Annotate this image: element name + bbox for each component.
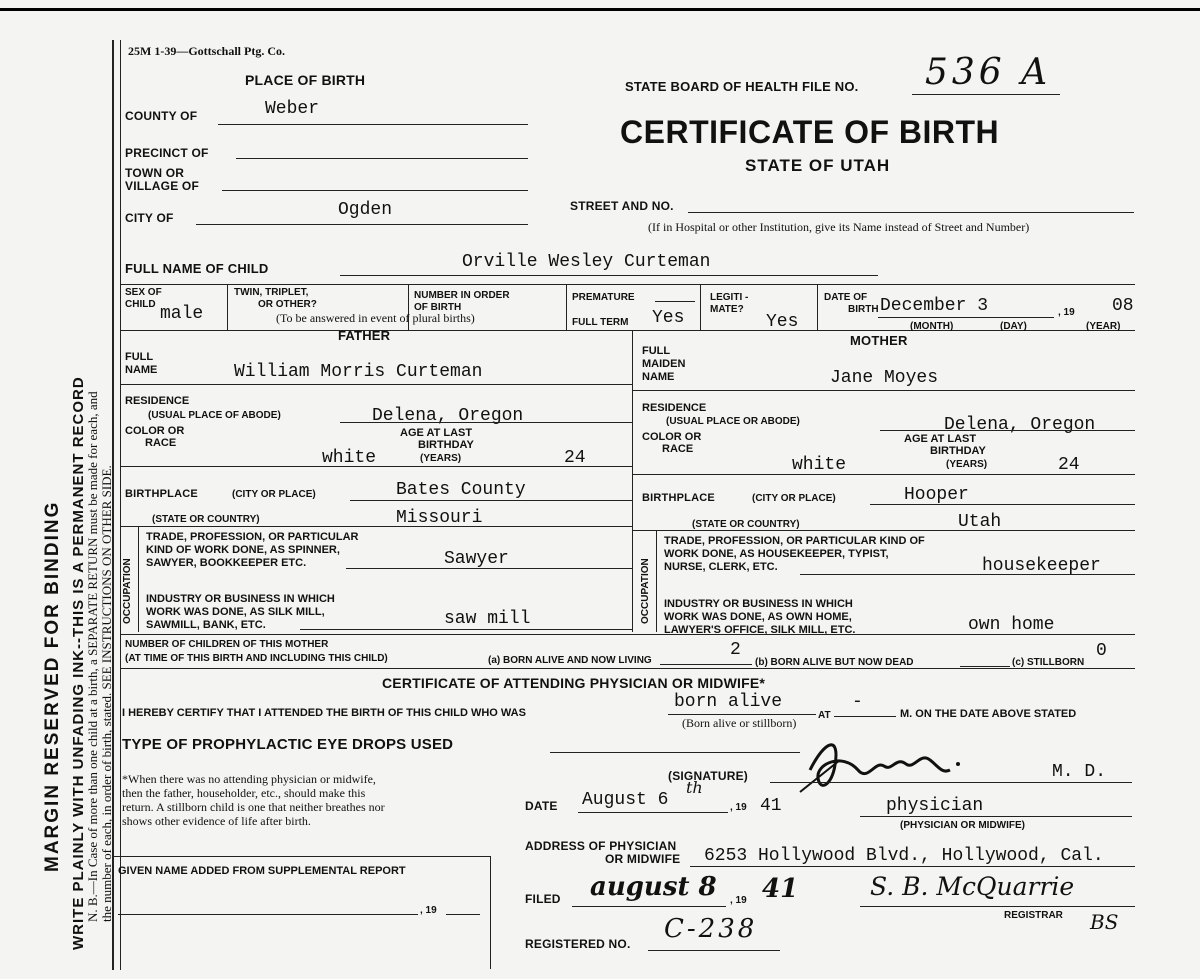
form-left-border <box>120 40 121 970</box>
dob-line <box>878 317 1054 318</box>
city-label: CITY OF <box>125 211 174 225</box>
father-occupation-divider <box>138 526 139 632</box>
mother-years-label: (YEARS) <box>946 459 988 470</box>
father-industry-label-1: INDUSTRY OR BUSINESS IN WHICH <box>146 593 335 605</box>
at-line <box>834 716 896 717</box>
children-a-line <box>660 664 752 665</box>
father-residence-value: Delena, Oregon <box>372 406 524 426</box>
signature-line <box>770 782 1132 783</box>
top-edge <box>0 8 1200 11</box>
mother-race-label: RACE <box>662 443 694 455</box>
county-line <box>218 124 528 125</box>
twin-label-2: OR OTHER? <box>258 299 317 310</box>
dob-year-value: 08 <box>1112 296 1134 316</box>
mother-occupation-label: OCCUPATION <box>640 558 651 624</box>
father-birthplace-value: Bates County <box>396 480 526 500</box>
mother-color-label: COLOR OR <box>642 431 702 443</box>
mother-race-value: white <box>792 455 847 475</box>
mother-trade-value: housekeeper <box>982 556 1101 576</box>
sex-label-2: CHILD <box>125 299 156 310</box>
dob-label-1: DATE OF <box>824 292 868 303</box>
sex-label-1: SEX OF <box>125 287 162 298</box>
sex-value: male <box>160 304 204 324</box>
child-name-value: Orville Wesley Curteman <box>462 252 711 272</box>
mother-heading: MOTHER <box>850 333 908 348</box>
birth-status-value: born alive <box>674 692 783 712</box>
mother-age-value: 24 <box>1058 455 1080 475</box>
precinct-line <box>236 158 528 159</box>
father-state-label: (STATE OR COUNTRY) <box>152 514 260 525</box>
margin-nb-line2: the number of each, in order of birth, stated. SEE INSTRUCTIONS ON OTHER SIDE. <box>99 465 114 922</box>
father-industry-line <box>300 629 632 630</box>
filed-year-value: 41 <box>762 874 799 904</box>
date-label: DATE <box>525 799 558 813</box>
month-label: (MONTH) <box>910 321 954 332</box>
file-no-line <box>912 94 1060 95</box>
supplemental-year-line <box>446 914 480 915</box>
footnote-line-4: shows other evidence of life after birth. <box>122 814 311 828</box>
father-name-label: NAME <box>125 364 158 376</box>
mother-age-label-2: BIRTHDAY <box>930 445 986 457</box>
physician-heading: CERTIFICATE OF ATTENDING PHYSICIAN OR MIDWIFE* <box>382 675 766 691</box>
mother-occupation-divider <box>656 530 657 632</box>
father-state-value: Missouri <box>396 508 483 528</box>
file-no-value: 536 A <box>925 52 1052 93</box>
father-full-label: FULL <box>125 351 154 363</box>
filed-date-value: august 8 <box>590 872 717 902</box>
filed-label: FILED <box>525 892 561 906</box>
children-c-value: 0 <box>1096 641 1107 661</box>
mother-birthplace-label: BIRTHPLACE <box>642 492 715 504</box>
children-c-label: (c) STILLBORN <box>1012 657 1085 668</box>
margin-nb-line1: N. B.—In Case of more than one child at a birth, a SEPARATE RETURN must be made for each, and <box>85 391 100 922</box>
eye-drops-label: TYPE OF PROPHYLACTIC EYE DROPS USED <box>122 736 454 753</box>
father-city-place-label: (CITY OR PLACE) <box>232 489 316 500</box>
father-industry-label-3: SAWMILL, BANK, ETC. <box>146 619 266 631</box>
father-heading: FATHER <box>338 328 391 343</box>
father-state-line <box>120 526 632 527</box>
father-trade-label-1: TRADE, PROFESSION, OR PARTICULAR <box>146 531 359 543</box>
mother-name-line <box>632 390 1135 391</box>
registered-no-label: REGISTERED NO. <box>525 937 631 951</box>
mother-state-line <box>632 530 1135 531</box>
physician-title-line <box>860 816 1132 817</box>
town-label: TOWN OR <box>125 166 185 180</box>
child-row-top <box>120 284 1135 285</box>
child-divider-4 <box>700 284 701 330</box>
certificate-title: CERTIFICATE OF BIRTH <box>620 114 1000 150</box>
plural-note: (To be answered in event of plural births) <box>276 311 475 325</box>
premature-line <box>655 301 695 302</box>
dob-month-day-value: December 3 <box>880 296 989 316</box>
father-race-value: white <box>322 448 377 468</box>
mother-trade-label-1: TRADE, PROFESSION, OR PARTICULAR KIND OF <box>664 535 925 547</box>
father-industry-label-2: WORK WAS DONE, AS SILK MILL, <box>146 606 325 618</box>
street-note: (If in Hospital or other Institution, give its Name instead of Street and Number) <box>648 220 1030 234</box>
father-trade-value: Sawyer <box>444 549 509 569</box>
place-of-birth-heading: PLACE OF BIRTH <box>245 72 366 88</box>
legitimate-value: Yes <box>766 312 799 332</box>
date-value: August 6 <box>582 790 669 810</box>
street-line <box>688 212 1134 213</box>
date-year-value: 41 <box>760 796 782 816</box>
mother-trade-label-3: NURSE, CLERK, ETC. <box>664 561 778 573</box>
father-occupation-label: OCCUPATION <box>122 558 133 624</box>
mother-city-place-label: (CITY OR PLACE) <box>752 493 836 504</box>
mother-color-line <box>632 474 1135 475</box>
village-line <box>222 190 528 191</box>
city-line <box>196 224 528 225</box>
father-birthplace-line <box>350 500 632 501</box>
at-label: AT <box>818 710 831 721</box>
father-trade-line <box>346 568 632 569</box>
file-no-label: STATE BOARD OF HEALTH FILE NO. <box>625 79 859 94</box>
father-age-value: 24 <box>564 448 586 468</box>
physician-title-value: physician <box>886 796 984 816</box>
mother-residence-label: RESIDENCE <box>642 402 707 414</box>
full-term-value: Yes <box>652 308 685 328</box>
margin-binding-text: MARGIN RESERVED FOR BINDING <box>42 500 63 872</box>
printer-imprint: 25M 1-39—Gottschall Ptg. Co. <box>128 44 285 58</box>
mother-full-label: FULL <box>642 345 671 357</box>
registered-no-line <box>648 950 780 951</box>
city-value: Ogden <box>338 200 393 220</box>
certify-text: I HEREBY CERTIFY THAT I ATTENDED THE BIRTH OF THIS CHILD WHO WAS <box>122 707 526 719</box>
legit-label-2: MATE? <box>710 304 744 315</box>
mother-industry-label-2: WORK WAS DONE, AS OWN HOME, <box>664 611 852 623</box>
order-label-1: NUMBER IN ORDER <box>414 290 510 301</box>
father-age-label-2: BIRTHDAY <box>418 439 474 451</box>
physician-title-note: (PHYSICIAN OR MIDWIFE) <box>900 820 1025 831</box>
registrar-line <box>860 906 1135 907</box>
address-label-2: OR MIDWIFE <box>605 852 681 866</box>
address-label-1: ADDRESS OF PHYSICIAN <box>525 839 677 853</box>
date-year-prefix: , 19 <box>730 802 747 813</box>
mother-name-label: NAME <box>642 371 675 383</box>
footnote-line-1: *When there was no attending physician or midwife, <box>122 772 376 786</box>
father-trade-label-2: KIND OF WORK DONE, AS SPINNER, <box>146 544 340 556</box>
mother-maiden-label: MAIDEN <box>642 358 686 370</box>
mother-abode-label: (USUAL PLACE OR ABODE) <box>666 416 800 427</box>
year-label: (YEAR) <box>1086 321 1121 332</box>
date-line <box>578 812 728 813</box>
father-trade-label-3: SAWYER, BOOKKEEPER ETC. <box>146 557 307 569</box>
father-color-label: COLOR OR <box>125 425 185 437</box>
order-label-2: OF BIRTH <box>414 302 462 313</box>
address-value: 6253 Hollywood Blvd., Hollywood, Cal. <box>704 846 1104 866</box>
mother-industry-label-1: INDUSTRY OR BUSINESS IN WHICH <box>664 598 853 610</box>
physician-signature <box>780 730 960 800</box>
child-name-label: FULL NAME OF CHILD <box>125 261 269 276</box>
mother-industry-label-3: LAWYER'S OFFICE, SILK MILL, ETC. <box>664 624 856 636</box>
father-age-label-1: AGE AT LAST <box>400 427 473 439</box>
birth-status-line <box>668 714 816 715</box>
registrar-signature: S. B. McQuarrie <box>870 872 1075 901</box>
mother-residence-value: Delena, Oregon <box>944 415 1096 435</box>
father-industry-value: saw mill <box>444 609 531 629</box>
address-line <box>690 866 1135 867</box>
registrar-label: REGISTRAR <box>1004 910 1063 921</box>
street-label: STREET AND NO. <box>570 199 674 213</box>
village-label: VILLAGE OF <box>125 179 199 193</box>
premature-label: PREMATURE <box>572 292 635 303</box>
child-divider-5 <box>817 284 818 330</box>
full-term-label: FULL TERM <box>572 317 629 328</box>
children-b-label: (b) BORN ALIVE BUT NOW DEAD <box>755 657 914 668</box>
father-name-value: William Morris Curteman <box>234 362 483 382</box>
precinct-label: PRECINCT OF <box>125 146 209 160</box>
county-value: Weber <box>265 99 320 119</box>
supplemental-year-prefix: , 19 <box>420 905 437 916</box>
birth-status-note: (Born alive or stillborn) <box>682 716 797 730</box>
mother-state-label: (STATE OR COUNTRY) <box>692 519 800 530</box>
dob-label-2: BIRTH <box>848 304 879 315</box>
mother-name-value: Jane Moyes <box>830 368 939 388</box>
children-b-line <box>960 666 1010 667</box>
parents-divider <box>632 330 633 632</box>
mother-industry-value: own home <box>968 615 1055 635</box>
child-name-line <box>340 275 878 276</box>
signature-label: (SIGNATURE) <box>668 769 748 783</box>
registrar-initials: BS <box>1090 910 1119 934</box>
county-label: COUNTY OF <box>125 109 198 123</box>
mother-age-label-1: AGE AT LAST <box>904 433 977 445</box>
footnote-line-3: return. A stillborn child is one that neither breathes nor <box>122 800 385 814</box>
father-birthplace-label: BIRTHPLACE <box>125 488 198 500</box>
children-a-label: (a) BORN ALIVE AND NOW LIVING <box>488 655 652 666</box>
mother-residence-line <box>880 430 1135 431</box>
children-row-top <box>120 634 1135 635</box>
registered-no-value: C-238 <box>664 914 758 944</box>
mother-trade-label-2: WORK DONE, AS HOUSEKEEPER, TYPIST, <box>664 548 889 560</box>
mother-birthplace-value: Hooper <box>904 485 969 505</box>
father-name-line <box>120 384 632 385</box>
father-residence-line <box>340 422 632 423</box>
children-a-value: 2 <box>730 640 741 660</box>
father-color-line <box>120 466 632 467</box>
mother-trade-line <box>800 574 1135 575</box>
father-residence-label: RESIDENCE <box>125 395 190 407</box>
supplemental-heading: GIVEN NAME ADDED FROM SUPPLEMENTAL REPORT <box>118 865 406 877</box>
footnote-line-2: then the father, householder, etc., should make this <box>122 786 366 800</box>
child-divider-3 <box>566 284 567 330</box>
child-divider-1 <box>227 284 228 330</box>
legit-label-1: LEGITI - <box>710 292 749 303</box>
at-value: - <box>852 692 863 712</box>
mother-birthplace-line <box>870 504 1135 505</box>
father-race-label: RACE <box>145 437 177 449</box>
children-label-2: (AT TIME OF THIS BIRTH AND INCLUDING THIS CHILD) <box>125 653 388 664</box>
dob-year-prefix: , 19 <box>1058 307 1075 318</box>
supplemental-name-line <box>118 914 418 915</box>
child-row-bottom <box>120 330 1135 331</box>
day-label: (DAY) <box>1000 321 1027 332</box>
filed-year-prefix: , 19 <box>730 895 747 906</box>
state-heading: STATE OF UTAH <box>745 156 891 175</box>
children-label-1: NUMBER OF CHILDREN OF THIS MOTHER <box>125 639 329 650</box>
father-abode-label: (USUAL PLACE OF ABODE) <box>148 410 281 421</box>
md-label: M. D. <box>1052 762 1107 782</box>
mother-state-value: Utah <box>958 512 1002 532</box>
eye-drops-line <box>550 752 800 753</box>
margin-ink-text: WRITE PLAINLY WITH UNFADING INK--THIS IS A PERMANENT RECORD <box>70 376 87 950</box>
filed-date-line <box>572 906 726 907</box>
m-date-label: M. ON THE DATE ABOVE STATED <box>900 708 1077 720</box>
twin-label-1: TWIN, TRIPLET, <box>234 287 309 298</box>
date-suffix: th <box>686 778 703 797</box>
father-years-label: (YEARS) <box>420 453 462 464</box>
children-row-bottom <box>120 668 1135 669</box>
